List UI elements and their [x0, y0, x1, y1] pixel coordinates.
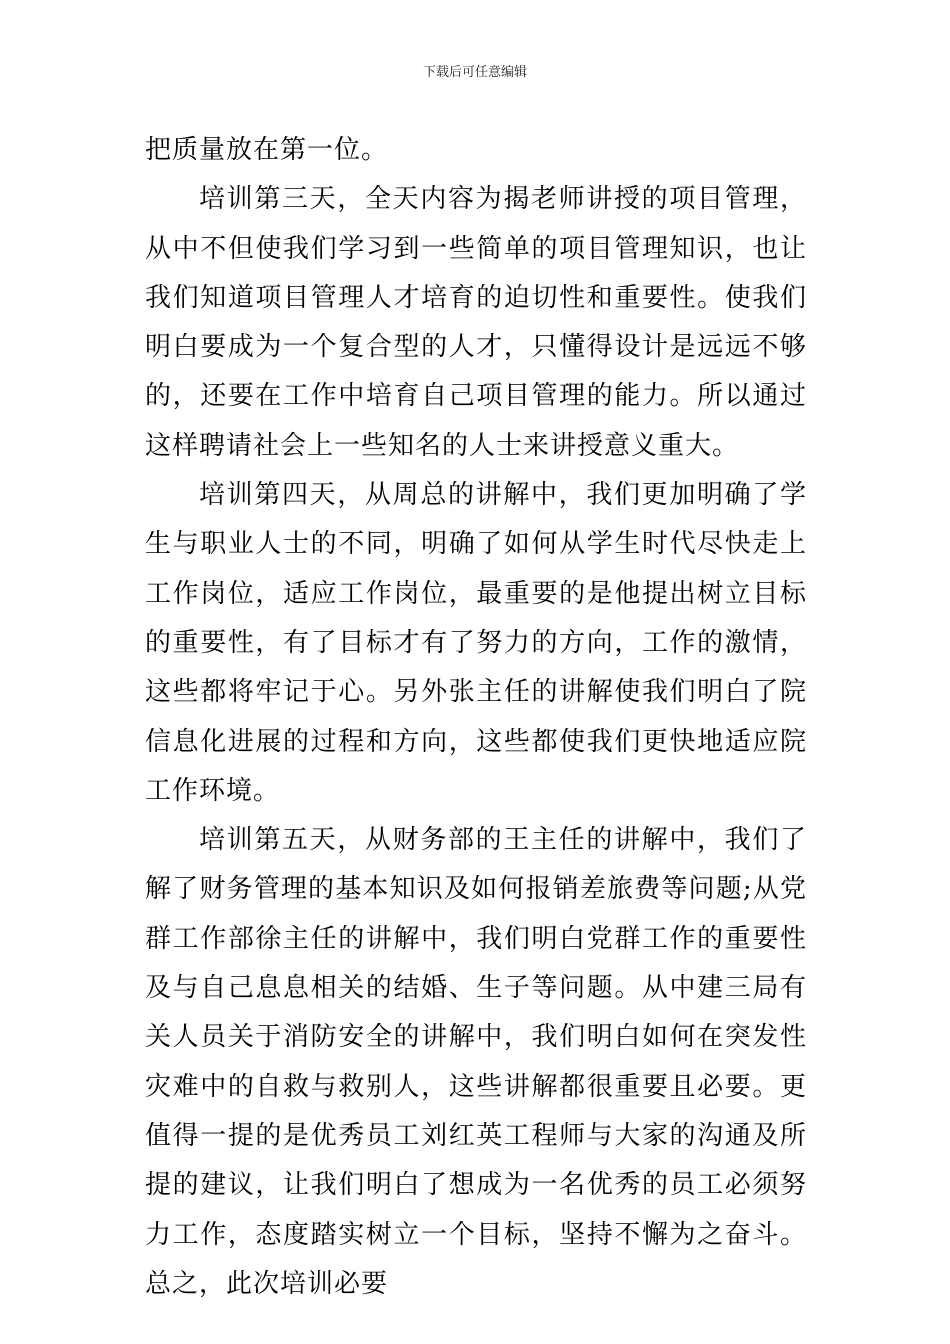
document-body: [145, 126, 807, 1309]
page-header: 下载后可任意编辑: [422, 65, 527, 80]
paragraph-day-four: 培训第四天，从周总的讲解中，我们更加明确了学生与职业人士的不同，明确了如何从学生时代尽快走上工作岗位，适应工作岗位，最重要的是他提出树立目标的重要性，有了目标才有了努力的方向，工作的激情，这些都将牢记于心。另外张主任的讲解使我们明白了院信息化进展的过程和方向，这些都使我们更快地适应院工作环境。: [145, 480, 807, 806]
paragraph-day-five: 培训第五天，从财务部的王主任的讲解中，我们了解了财务管理的基本知识及如何报销差旅费等问题;从党群工作部徐主任的讲解中，我们明白党群工作的重要性及与自己息息相关的结婚、生子等问题。从中建三局有关人员关于消防安全的讲解中，我们明白如何在突发性灾难中的自救与救别人，这些讲解都很重要且必要。更值得一提的是优秀员工刘红英工程师与大家的沟通及所提的建议，让我们明白了想成为一名优秀的员工必须努力工作，态度踏实树立一个目标，坚持不懈为之奋斗。总之，此次培训必要: [145, 825, 807, 1299]
paragraph-continuation: 把质量放在第一位。: [145, 135, 389, 165]
paragraph-day-three: 培训第三天，全天内容为揭老师讲授的项目管理，从中不但使我们学习到一些简单的项目管理知识，也让我们知道项目管理人才培育的迫切性和重要性。使我们明白要成为一个复合型的人才，只懂得设计是远远不够的，还要在工作中培育自己项目管理的能力。所以通过这样聘请社会上一些知名的人士来讲授意义重大。: [145, 184, 807, 461]
